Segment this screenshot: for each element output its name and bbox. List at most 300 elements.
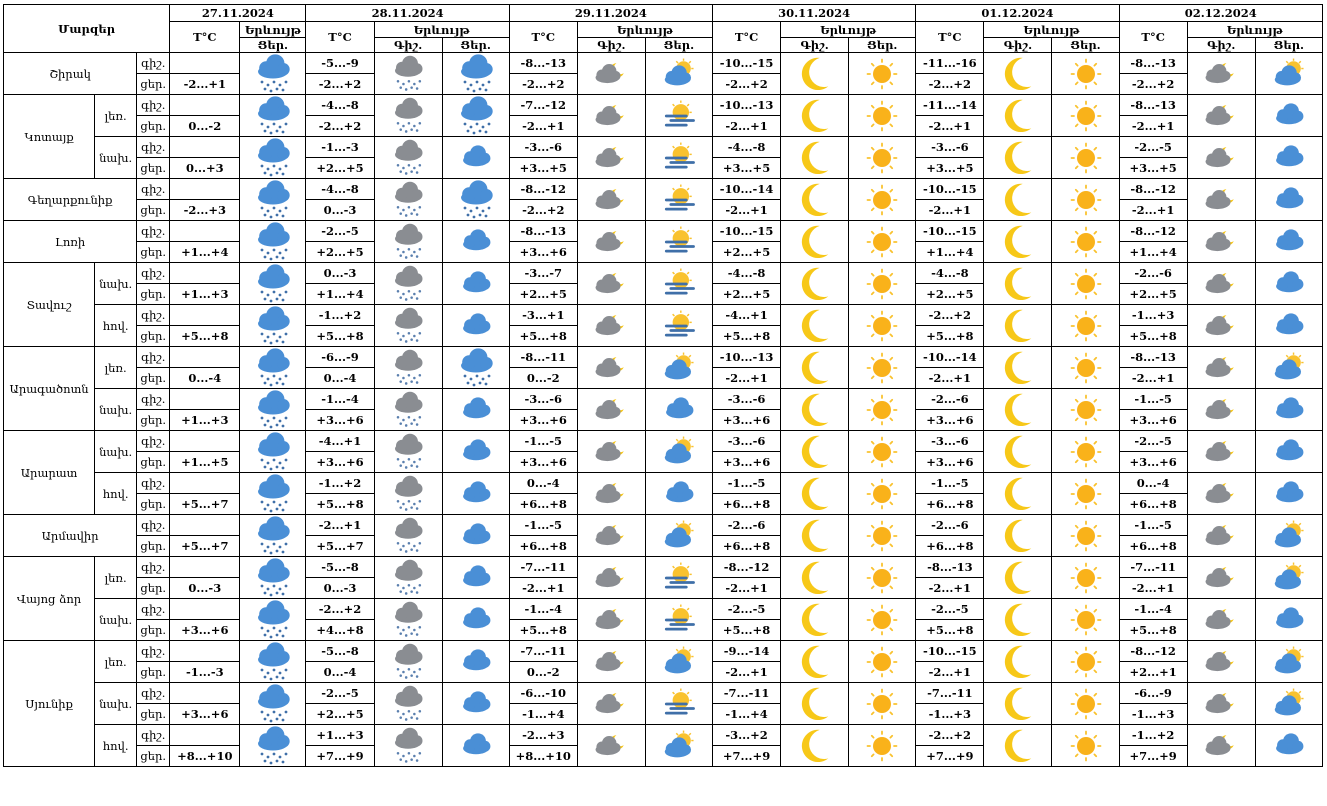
snow-cloud-icon bbox=[442, 347, 509, 389]
temperature-cell: 0...-2 bbox=[509, 368, 577, 389]
temperature-cell: +5...+7 bbox=[170, 536, 240, 557]
zone-label: լեռ. bbox=[95, 347, 137, 389]
temperature-cell: -1...+4 bbox=[509, 704, 577, 725]
zone-label: լեռ. bbox=[95, 641, 137, 683]
sun-icon bbox=[849, 389, 916, 431]
sun-fog-icon bbox=[645, 263, 712, 305]
gray-snow-cloud-icon bbox=[374, 179, 442, 221]
blue-cloud-icon bbox=[1255, 431, 1322, 473]
blue-cloud-icon bbox=[442, 473, 509, 515]
region-name: Տավուշ bbox=[4, 263, 95, 347]
sun-fog-icon bbox=[645, 137, 712, 179]
moon-icon bbox=[984, 683, 1052, 725]
moon-icon bbox=[781, 683, 849, 725]
sun-icon bbox=[1052, 221, 1119, 263]
partly-cloudy-night-icon bbox=[577, 725, 645, 767]
time-of-day-label: ցեր. bbox=[137, 116, 170, 137]
temperature-cell: 0...+3 bbox=[170, 158, 240, 179]
moon-icon bbox=[984, 305, 1052, 347]
zone-label: նախ. bbox=[95, 389, 137, 431]
time-of-day-label: գիշ. bbox=[137, 221, 170, 242]
temperature-cell: -1...-5 bbox=[1119, 515, 1187, 536]
temp-header: T°C bbox=[713, 22, 781, 53]
gray-snow-cloud-icon bbox=[374, 431, 442, 473]
temperature-cell: +6...+8 bbox=[916, 536, 984, 557]
temperature-cell: -1...-5 bbox=[916, 473, 984, 494]
blue-cloud-icon bbox=[1255, 263, 1322, 305]
blue-cloud-icon bbox=[442, 389, 509, 431]
time-of-day-label: ցեր. bbox=[137, 620, 170, 641]
time-of-day-label: ցեր. bbox=[137, 494, 170, 515]
time-of-day-label: ցեր. bbox=[137, 746, 170, 767]
table-row bbox=[4, 263, 1323, 284]
partly-cloudy-night-icon bbox=[577, 53, 645, 95]
temperature-cell bbox=[170, 347, 240, 368]
snow-cloud-icon bbox=[442, 95, 509, 137]
region-name: Սյունիք bbox=[4, 641, 95, 767]
temperature-cell: -7...-11 bbox=[509, 641, 577, 662]
temperature-cell: -2...-5 bbox=[306, 221, 374, 242]
snow-cloud-icon bbox=[240, 179, 306, 221]
temperature-cell: -8...-12 bbox=[713, 557, 781, 578]
time-of-day-label: ցեր. bbox=[137, 242, 170, 263]
time-of-day-label: ցեր. bbox=[137, 200, 170, 221]
temperature-cell: +5...+8 bbox=[916, 326, 984, 347]
temperature-cell: +7...+9 bbox=[713, 746, 781, 767]
temperature-cell: -4...-8 bbox=[306, 179, 374, 200]
temperature-cell: -2...-5 bbox=[1119, 137, 1187, 158]
temperature-cell bbox=[170, 221, 240, 242]
sun-behind-cloud-icon bbox=[1255, 515, 1322, 557]
temperature-cell: -4...-8 bbox=[713, 263, 781, 284]
temperature-cell: -1...+2 bbox=[1119, 725, 1187, 746]
moon-icon bbox=[781, 599, 849, 641]
temperature-cell: +8...+10 bbox=[170, 746, 240, 767]
temperature-cell: 0...-4 bbox=[306, 368, 374, 389]
sun-fog-icon bbox=[645, 557, 712, 599]
moon-icon bbox=[781, 725, 849, 767]
blue-cloud-icon bbox=[1255, 473, 1322, 515]
temperature-cell: -1...+3 bbox=[1119, 704, 1187, 725]
temperature-cell: -2...+1 bbox=[916, 116, 984, 137]
temperature-cell: -2...+1 bbox=[713, 200, 781, 221]
blue-cloud-icon bbox=[442, 683, 509, 725]
temperature-cell: +5...+8 bbox=[713, 620, 781, 641]
temperature-cell: -8...-13 bbox=[509, 221, 577, 242]
temperature-cell: +2...+5 bbox=[306, 158, 374, 179]
zone-label: հով. bbox=[95, 725, 137, 767]
temperature-cell: 0...-4 bbox=[306, 662, 374, 683]
sun-behind-cloud-icon bbox=[1255, 53, 1322, 95]
moon-icon bbox=[984, 515, 1052, 557]
partly-cloudy-night-icon bbox=[1187, 305, 1255, 347]
temperature-cell: +1...+4 bbox=[306, 284, 374, 305]
gray-snow-cloud-icon bbox=[374, 515, 442, 557]
gray-snow-cloud-icon bbox=[374, 641, 442, 683]
moon-icon bbox=[781, 557, 849, 599]
time-of-day-label: գիշ. bbox=[137, 431, 170, 452]
partly-cloudy-night-icon bbox=[1187, 53, 1255, 95]
temperature-cell bbox=[170, 431, 240, 452]
temperature-cell: -7...-11 bbox=[916, 683, 984, 704]
partly-cloudy-night-icon bbox=[577, 431, 645, 473]
temperature-cell: -2...+2 bbox=[306, 599, 374, 620]
temperature-cell bbox=[170, 515, 240, 536]
temperature-cell: +3...+6 bbox=[306, 410, 374, 431]
region-name: Վայոց ձոր bbox=[4, 557, 95, 641]
snow-cloud-icon bbox=[240, 263, 306, 305]
temperature-cell bbox=[170, 137, 240, 158]
moon-icon bbox=[984, 179, 1052, 221]
temperature-cell: -2...-6 bbox=[1119, 263, 1187, 284]
temp-header: T°C bbox=[170, 22, 240, 53]
temperature-cell bbox=[170, 683, 240, 704]
temperature-cell: -2...+1 bbox=[306, 515, 374, 536]
time-of-day-label: գիշ. bbox=[137, 137, 170, 158]
temperature-cell: -10...-14 bbox=[916, 347, 984, 368]
snow-cloud-icon bbox=[240, 95, 306, 137]
sun-behind-cloud-icon bbox=[1255, 557, 1322, 599]
temperature-cell: -1...+3 bbox=[916, 704, 984, 725]
day-header: Ցեր. bbox=[849, 38, 916, 53]
temperature-cell: +1...+3 bbox=[170, 284, 240, 305]
sun-icon bbox=[1052, 557, 1119, 599]
time-of-day-label: ցեր. bbox=[137, 284, 170, 305]
gray-snow-cloud-icon bbox=[374, 557, 442, 599]
moon-icon bbox=[984, 473, 1052, 515]
snow-cloud-icon bbox=[240, 347, 306, 389]
sun-icon bbox=[849, 473, 916, 515]
sun-behind-cloud-icon bbox=[645, 53, 712, 95]
temperature-cell: -2...-5 bbox=[306, 683, 374, 704]
time-of-day-label: գիշ. bbox=[137, 515, 170, 536]
moon-icon bbox=[781, 473, 849, 515]
sun-icon bbox=[1052, 725, 1119, 767]
sun-behind-cloud-icon bbox=[645, 515, 712, 557]
sun-icon bbox=[1052, 515, 1119, 557]
time-of-day-label: ցեր. bbox=[137, 158, 170, 179]
temperature-cell bbox=[170, 53, 240, 74]
temperature-cell: +6...+8 bbox=[1119, 494, 1187, 515]
snow-cloud-icon bbox=[240, 221, 306, 263]
zone-label: լեռ. bbox=[95, 557, 137, 599]
date-header-1: 28.11.2024 bbox=[306, 5, 509, 22]
sun-icon bbox=[1052, 179, 1119, 221]
temperature-cell: -10...-15 bbox=[916, 179, 984, 200]
temperature-cell: -2...+1 bbox=[916, 200, 984, 221]
temperature-cell: +3...+6 bbox=[916, 410, 984, 431]
region-name: Շիրակ bbox=[4, 53, 137, 95]
sun-icon bbox=[1052, 431, 1119, 473]
temperature-cell: +3...+5 bbox=[509, 158, 577, 179]
gray-snow-cloud-icon bbox=[374, 599, 442, 641]
time-of-day-label: ցեր. bbox=[137, 326, 170, 347]
weather-header: Երևույթ bbox=[374, 22, 509, 38]
temperature-cell: -8...-12 bbox=[509, 179, 577, 200]
temperature-cell: -2...+2 bbox=[306, 116, 374, 137]
gray-snow-cloud-icon bbox=[374, 263, 442, 305]
blue-cloud-icon bbox=[1255, 725, 1322, 767]
sun-behind-cloud-icon bbox=[1255, 347, 1322, 389]
sun-icon bbox=[1052, 137, 1119, 179]
moon-icon bbox=[781, 263, 849, 305]
night-header: Գիշ. bbox=[374, 38, 442, 53]
snow-cloud-icon bbox=[240, 305, 306, 347]
sun-icon bbox=[1052, 95, 1119, 137]
temperature-cell: -2...+2 bbox=[916, 305, 984, 326]
time-of-day-label: ցեր. bbox=[137, 452, 170, 473]
temperature-cell: -1...+4 bbox=[713, 704, 781, 725]
region-name: Կոտայք bbox=[4, 95, 95, 179]
temperature-cell: +2...+5 bbox=[713, 242, 781, 263]
time-of-day-label: ցեր. bbox=[137, 578, 170, 599]
blue-cloud-icon bbox=[442, 599, 509, 641]
partly-cloudy-night-icon bbox=[577, 683, 645, 725]
moon-icon bbox=[781, 137, 849, 179]
temperature-cell: -7...-11 bbox=[509, 557, 577, 578]
sun-icon bbox=[1052, 641, 1119, 683]
table-row bbox=[4, 179, 1323, 200]
table-row bbox=[4, 557, 1323, 578]
temperature-cell: -2...+1 bbox=[509, 116, 577, 137]
temperature-cell: -7...-11 bbox=[713, 683, 781, 704]
temperature-cell: -1...-5 bbox=[1119, 389, 1187, 410]
temperature-cell: -8...-11 bbox=[509, 347, 577, 368]
table-row bbox=[4, 305, 1323, 326]
temperature-cell: -2...+1 bbox=[916, 662, 984, 683]
moon-icon bbox=[781, 431, 849, 473]
temperature-cell: -1...+2 bbox=[306, 305, 374, 326]
temperature-cell: -6...-9 bbox=[1119, 683, 1187, 704]
sun-icon bbox=[1052, 683, 1119, 725]
time-of-day-label: ցեր. bbox=[137, 704, 170, 725]
temperature-cell bbox=[170, 179, 240, 200]
sun-icon bbox=[1052, 473, 1119, 515]
temperature-cell: -6...-10 bbox=[509, 683, 577, 704]
temperature-cell: +1...+4 bbox=[916, 242, 984, 263]
date-header-5: 02.12.2024 bbox=[1119, 5, 1322, 22]
temperature-cell: -8...-12 bbox=[1119, 641, 1187, 662]
blue-cloud-icon bbox=[442, 221, 509, 263]
day-header: Ցեր. bbox=[1255, 38, 1322, 53]
snow-cloud-icon bbox=[240, 641, 306, 683]
table-row bbox=[4, 53, 1323, 74]
gray-snow-cloud-icon bbox=[374, 473, 442, 515]
time-of-day-label: գիշ. bbox=[137, 263, 170, 284]
sun-behind-cloud-icon bbox=[1255, 641, 1322, 683]
temperature-cell bbox=[170, 641, 240, 662]
temperature-cell: 0...-4 bbox=[1119, 473, 1187, 494]
temperature-cell: -10...-13 bbox=[713, 95, 781, 116]
partly-cloudy-night-icon bbox=[1187, 347, 1255, 389]
temperature-cell: -1...-5 bbox=[509, 431, 577, 452]
blue-cloud-icon bbox=[645, 473, 712, 515]
moon-icon bbox=[984, 641, 1052, 683]
temperature-cell: +3...+6 bbox=[713, 410, 781, 431]
blue-cloud-icon bbox=[1255, 305, 1322, 347]
blue-cloud-icon bbox=[1255, 95, 1322, 137]
temperature-cell: -3...-6 bbox=[713, 389, 781, 410]
temperature-cell: -8...-13 bbox=[509, 53, 577, 74]
sun-fog-icon bbox=[645, 221, 712, 263]
gray-snow-cloud-icon bbox=[374, 221, 442, 263]
temperature-cell: +5...+8 bbox=[509, 326, 577, 347]
temperature-cell: -1...-3 bbox=[306, 137, 374, 158]
temperature-cell bbox=[170, 473, 240, 494]
temperature-cell: +2...+1 bbox=[1119, 662, 1187, 683]
temperature-cell: -2...+2 bbox=[916, 725, 984, 746]
temperature-cell: -2...+1 bbox=[713, 368, 781, 389]
partly-cloudy-night-icon bbox=[1187, 137, 1255, 179]
temperature-cell: -8...-13 bbox=[1119, 95, 1187, 116]
temp-header: T°C bbox=[916, 22, 984, 53]
blue-cloud-icon bbox=[1255, 389, 1322, 431]
time-of-day-label: ցեր. bbox=[137, 368, 170, 389]
date-header-2: 29.11.2024 bbox=[509, 5, 712, 22]
zone-label: նախ. bbox=[95, 683, 137, 725]
zone-label: հով. bbox=[95, 473, 137, 515]
temperature-cell: -2...+2 bbox=[509, 200, 577, 221]
temperature-cell: +6...+8 bbox=[1119, 536, 1187, 557]
temperature-cell: -4...-8 bbox=[916, 263, 984, 284]
temperature-cell: -2...-6 bbox=[713, 515, 781, 536]
time-of-day-label: ցեր. bbox=[137, 410, 170, 431]
sun-icon bbox=[1052, 305, 1119, 347]
moon-icon bbox=[781, 305, 849, 347]
sun-behind-cloud-icon bbox=[645, 725, 712, 767]
temperature-cell: -2...+3 bbox=[170, 200, 240, 221]
sun-fog-icon bbox=[645, 683, 712, 725]
zone-label: հով. bbox=[95, 305, 137, 347]
temperature-cell: -9...-14 bbox=[713, 641, 781, 662]
temperature-cell: -2...-5 bbox=[916, 599, 984, 620]
temperature-cell: -6...-9 bbox=[306, 347, 374, 368]
temperature-cell: -3...+2 bbox=[713, 725, 781, 746]
temperature-cell: -3...-7 bbox=[509, 263, 577, 284]
sun-icon bbox=[849, 557, 916, 599]
partly-cloudy-night-icon bbox=[1187, 95, 1255, 137]
temperature-cell: +5...+8 bbox=[170, 326, 240, 347]
moon-icon bbox=[781, 221, 849, 263]
sun-icon bbox=[1052, 599, 1119, 641]
partly-cloudy-night-icon bbox=[577, 305, 645, 347]
gray-snow-cloud-icon bbox=[374, 683, 442, 725]
time-of-day-label: գիշ. bbox=[137, 641, 170, 662]
temperature-cell: -4...+1 bbox=[306, 431, 374, 452]
temperature-cell: -2...+2 bbox=[509, 74, 577, 95]
temperature-cell bbox=[170, 725, 240, 746]
time-of-day-label: գիշ. bbox=[137, 179, 170, 200]
time-of-day-label: գիշ. bbox=[137, 305, 170, 326]
temperature-cell: +3...+6 bbox=[170, 620, 240, 641]
table-row bbox=[4, 347, 1323, 368]
sun-fog-icon bbox=[645, 179, 712, 221]
partly-cloudy-night-icon bbox=[1187, 179, 1255, 221]
temperature-cell: +1...+4 bbox=[1119, 242, 1187, 263]
temperature-cell: +3...+6 bbox=[916, 452, 984, 473]
snow-cloud-icon bbox=[240, 515, 306, 557]
moon-icon bbox=[984, 557, 1052, 599]
time-of-day-label: ցեր. bbox=[137, 74, 170, 95]
temperature-cell: +3...+6 bbox=[1119, 410, 1187, 431]
gray-snow-cloud-icon bbox=[374, 389, 442, 431]
temperature-cell: -10...-14 bbox=[713, 179, 781, 200]
day-header: Ցեր. bbox=[645, 38, 712, 53]
temperature-cell: +3...+6 bbox=[170, 704, 240, 725]
temperature-cell: -10...-15 bbox=[916, 641, 984, 662]
gray-snow-cloud-icon bbox=[374, 725, 442, 767]
region-name: Լոռի bbox=[4, 221, 137, 263]
temperature-cell: -2...+1 bbox=[713, 662, 781, 683]
night-header: Գիշ. bbox=[781, 38, 849, 53]
temperature-cell: +2...+5 bbox=[1119, 284, 1187, 305]
time-of-day-label: գիշ. bbox=[137, 557, 170, 578]
gray-snow-cloud-icon bbox=[374, 305, 442, 347]
time-of-day-label: գիշ. bbox=[137, 725, 170, 746]
temperature-cell: 0...-3 bbox=[306, 200, 374, 221]
temperature-cell bbox=[170, 305, 240, 326]
partly-cloudy-night-icon bbox=[577, 179, 645, 221]
temperature-cell: +1...+3 bbox=[306, 725, 374, 746]
partly-cloudy-night-icon bbox=[577, 221, 645, 263]
sun-icon bbox=[849, 347, 916, 389]
partly-cloudy-night-icon bbox=[1187, 557, 1255, 599]
snow-cloud-icon bbox=[240, 683, 306, 725]
moon-icon bbox=[984, 263, 1052, 305]
snow-cloud-icon bbox=[240, 431, 306, 473]
regions-header: Մարզեր bbox=[4, 5, 170, 53]
temperature-cell: 0...-3 bbox=[306, 263, 374, 284]
blue-cloud-icon bbox=[1255, 137, 1322, 179]
blue-cloud-icon bbox=[442, 263, 509, 305]
temperature-cell bbox=[170, 557, 240, 578]
gray-snow-cloud-icon bbox=[374, 137, 442, 179]
partly-cloudy-night-icon bbox=[577, 641, 645, 683]
day-header: Ցեր. bbox=[442, 38, 509, 53]
zone-label: նախ. bbox=[95, 137, 137, 179]
sun-icon bbox=[849, 179, 916, 221]
temperature-cell: +6...+8 bbox=[713, 494, 781, 515]
moon-icon bbox=[984, 347, 1052, 389]
snow-cloud-icon bbox=[240, 557, 306, 599]
temperature-cell: -1...-4 bbox=[509, 599, 577, 620]
sun-icon bbox=[849, 431, 916, 473]
table-row bbox=[4, 221, 1323, 242]
night-header: Գիշ. bbox=[1187, 38, 1255, 53]
weather-header: Երևույթ bbox=[1187, 22, 1322, 38]
temperature-cell: -2...+1 bbox=[713, 578, 781, 599]
sun-behind-cloud-icon bbox=[1255, 683, 1322, 725]
table-row bbox=[4, 683, 1323, 704]
partly-cloudy-night-icon bbox=[1187, 599, 1255, 641]
temperature-cell: -3...-6 bbox=[509, 137, 577, 158]
temperature-cell: +5...+8 bbox=[306, 494, 374, 515]
sun-icon bbox=[1052, 53, 1119, 95]
temperature-cell: 0...-4 bbox=[170, 368, 240, 389]
temperature-cell: +2...+5 bbox=[509, 284, 577, 305]
zone-label: նախ. bbox=[95, 599, 137, 641]
partly-cloudy-night-icon bbox=[1187, 221, 1255, 263]
temperature-cell: -8...-13 bbox=[1119, 53, 1187, 74]
temperature-cell: -3...+1 bbox=[509, 305, 577, 326]
temperature-cell: -8...-12 bbox=[1119, 221, 1187, 242]
moon-icon bbox=[984, 431, 1052, 473]
partly-cloudy-night-icon bbox=[577, 515, 645, 557]
temperature-cell: -2...-5 bbox=[1119, 431, 1187, 452]
temperature-cell: -2...+2 bbox=[1119, 74, 1187, 95]
time-of-day-label: գիշ. bbox=[137, 95, 170, 116]
region-name: Արարատ bbox=[4, 431, 95, 515]
